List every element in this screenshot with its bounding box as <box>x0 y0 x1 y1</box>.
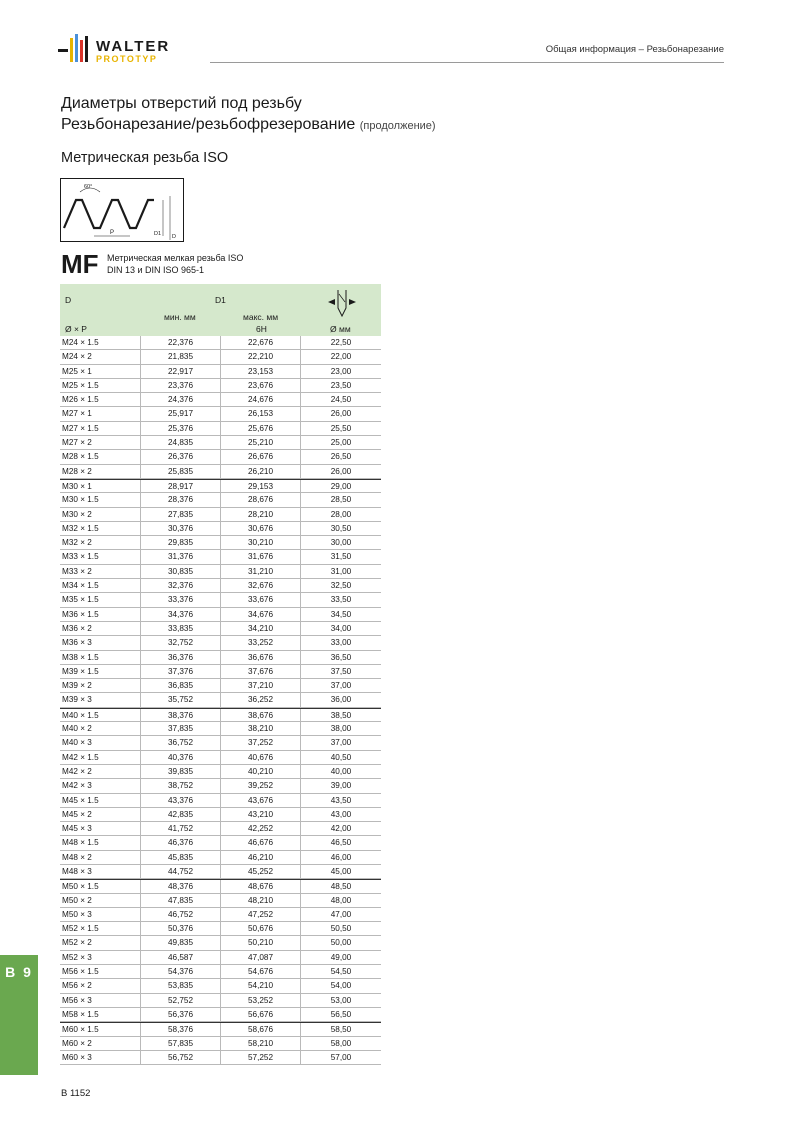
cell-d1-min: 22,917 <box>140 365 220 378</box>
cell-drill-diameter: 33,50 <box>300 593 381 606</box>
cell-d1-min: 26,376 <box>140 450 220 463</box>
cell-drill-diameter: 37,00 <box>300 736 381 749</box>
cell-size: M52 × 3 <box>62 952 92 962</box>
table-row <box>60 736 381 750</box>
cell-drill-diameter: 58,50 <box>300 1023 381 1035</box>
cell-d1-max: 42,252 <box>220 822 300 835</box>
table-row <box>60 407 381 421</box>
cell-d1-max: 34,676 <box>220 608 300 621</box>
cell-drill-diameter: 43,00 <box>300 808 381 821</box>
cell-drill-diameter: 23,50 <box>300 379 381 392</box>
table-row <box>60 936 381 950</box>
cell-drill-diameter: 31,00 <box>300 565 381 578</box>
cell-size: M25 × 1 <box>62 366 92 376</box>
cell-d1-max: 26,153 <box>220 407 300 420</box>
table-row <box>60 622 381 636</box>
cell-drill-diameter: 56,50 <box>300 1008 381 1021</box>
cell-drill-diameter: 40,00 <box>300 765 381 778</box>
cell-size: M30 × 1.5 <box>62 495 99 505</box>
table-row <box>60 908 381 922</box>
table-row <box>60 779 381 793</box>
cell-d1-max: 38,676 <box>220 709 300 721</box>
cell-drill-diameter: 38,50 <box>300 709 381 721</box>
table-row <box>60 751 381 765</box>
table-row <box>60 951 381 965</box>
cell-d1-min: 42,835 <box>140 808 220 821</box>
cell-d1-max: 58,210 <box>220 1037 300 1050</box>
table-row <box>60 1022 381 1036</box>
thread-drill-table <box>60 284 381 1065</box>
col-d-header: D <box>65 295 72 305</box>
col-drill-header: Ø мм <box>330 324 351 334</box>
cell-drill-diameter: 22,00 <box>300 350 381 363</box>
cell-d1-min: 46,752 <box>140 908 220 921</box>
cell-drill-diameter: 30,50 <box>300 522 381 535</box>
table-body <box>60 336 381 1065</box>
cell-d1-max: 23,153 <box>220 365 300 378</box>
cell-d1-max: 25,210 <box>220 436 300 449</box>
cell-size: M60 × 3 <box>62 1052 92 1062</box>
cell-size: M52 × 2 <box>62 938 92 948</box>
logo-bars-icon <box>58 30 96 70</box>
cell-size: M60 × 1.5 <box>62 1025 99 1035</box>
col-size-header: Ø × P <box>65 324 87 334</box>
cell-d1-min: 25,835 <box>140 465 220 478</box>
cell-size: M50 × 2 <box>62 895 92 905</box>
table-row <box>60 679 381 693</box>
cell-d1-max: 46,676 <box>220 836 300 849</box>
cell-size: M38 × 1.5 <box>62 652 99 662</box>
cell-drill-diameter: 37,00 <box>300 679 381 692</box>
cell-d1-min: 30,835 <box>140 565 220 578</box>
cell-drill-diameter: 42,00 <box>300 822 381 835</box>
cell-d1-max: 30,210 <box>220 536 300 549</box>
cell-size: M48 × 3 <box>62 866 92 876</box>
cell-size: M39 × 2 <box>62 681 92 691</box>
cell-d1-max: 31,676 <box>220 550 300 563</box>
cell-d1-min: 46,376 <box>140 836 220 849</box>
cell-drill-diameter: 49,00 <box>300 951 381 964</box>
title-continued: (продолжение) <box>359 120 436 132</box>
cell-drill-diameter: 53,00 <box>300 994 381 1007</box>
cell-d1-max: 31,210 <box>220 565 300 578</box>
cell-drill-diameter: 50,50 <box>300 922 381 935</box>
cell-d1-min: 52,752 <box>140 994 220 1007</box>
cell-drill-diameter: 26,00 <box>300 465 381 478</box>
cell-size: M52 × 1.5 <box>62 924 99 934</box>
cell-size: M56 × 2 <box>62 981 92 991</box>
table-row <box>60 579 381 593</box>
cell-size: M39 × 3 <box>62 695 92 705</box>
cell-size: M30 × 1 <box>62 481 92 491</box>
cell-d1-max: 45,252 <box>220 865 300 878</box>
table-row <box>60 550 381 564</box>
col-tol-header: 6H <box>256 324 267 334</box>
cell-d1-min: 25,917 <box>140 407 220 420</box>
cell-size: M33 × 2 <box>62 566 92 576</box>
cell-d1-min: 28,376 <box>140 493 220 506</box>
cell-d1-min: 38,376 <box>140 709 220 721</box>
cell-d1-max: 22,676 <box>220 336 300 349</box>
cell-d1-max: 48,210 <box>220 894 300 907</box>
table-row <box>60 365 381 379</box>
cell-d1-min: 49,835 <box>140 936 220 949</box>
cell-size: M56 × 3 <box>62 995 92 1005</box>
cell-drill-diameter: 57,00 <box>300 1051 381 1064</box>
cell-drill-diameter: 22,50 <box>300 336 381 349</box>
cell-drill-diameter: 48,00 <box>300 894 381 907</box>
cell-d1-max: 26,210 <box>220 465 300 478</box>
cell-d1-max: 30,676 <box>220 522 300 535</box>
cell-size: M36 × 1.5 <box>62 609 99 619</box>
cell-d1-max: 22,210 <box>220 350 300 363</box>
angle-label: 60° <box>84 184 93 190</box>
table-row <box>60 851 381 865</box>
cell-size: M40 × 3 <box>62 738 92 748</box>
cell-d1-min: 43,376 <box>140 794 220 807</box>
cell-size: M32 × 1.5 <box>62 523 99 533</box>
cell-d1-min: 44,752 <box>140 865 220 878</box>
table-row <box>60 393 381 407</box>
table-row <box>60 636 381 650</box>
cell-d1-max: 48,676 <box>220 880 300 892</box>
cell-d1-min: 54,376 <box>140 965 220 978</box>
cell-size: M50 × 1.5 <box>62 882 99 892</box>
cell-d1-max: 56,676 <box>220 1008 300 1021</box>
cell-drill-diameter: 45,00 <box>300 865 381 878</box>
table-row <box>60 450 381 464</box>
table-row <box>60 436 381 450</box>
cell-size: M60 × 2 <box>62 1038 92 1048</box>
table-row <box>60 608 381 622</box>
cell-d1-max: 50,676 <box>220 922 300 935</box>
standard-description <box>107 252 243 276</box>
cell-drill-diameter: 47,00 <box>300 908 381 921</box>
cell-d1-max: 47,252 <box>220 908 300 921</box>
table-row <box>60 865 381 879</box>
table-row <box>60 994 381 1008</box>
cell-size: M36 × 3 <box>62 638 92 648</box>
cell-d1-max: 43,676 <box>220 794 300 807</box>
cell-d1-max: 37,252 <box>220 736 300 749</box>
cell-size: M28 × 2 <box>62 466 92 476</box>
cell-d1-min: 46,587 <box>140 951 220 964</box>
table-row <box>60 522 381 536</box>
cell-drill-diameter: 54,50 <box>300 965 381 978</box>
logo-subtext: PROTOTYP <box>96 54 158 64</box>
cell-drill-diameter: 37,50 <box>300 665 381 678</box>
cell-drill-diameter: 29,00 <box>300 480 381 492</box>
cell-d1-min: 30,376 <box>140 522 220 535</box>
page-number: B 1152 <box>61 1088 91 1099</box>
cell-d1-min: 32,752 <box>140 636 220 649</box>
cell-d1-min: 47,835 <box>140 894 220 907</box>
cell-drill-diameter: 34,50 <box>300 608 381 621</box>
cell-d1-max: 54,210 <box>220 979 300 992</box>
cell-size: M42 × 2 <box>62 766 92 776</box>
cell-size: M45 × 2 <box>62 809 92 819</box>
table-row <box>60 794 381 808</box>
col-max-header: макс. мм <box>243 312 279 322</box>
cell-size: M28 × 1.5 <box>62 452 99 462</box>
cell-size: M39 × 1.5 <box>62 666 99 676</box>
cell-drill-diameter: 38,00 <box>300 722 381 735</box>
table-row <box>60 651 381 665</box>
drill-icon <box>324 288 360 318</box>
cell-size: M25 × 1.5 <box>62 380 99 390</box>
table-row <box>60 1051 381 1065</box>
title-line1: Диаметры отверстий под резьбу <box>61 95 302 112</box>
cell-size: M30 × 2 <box>62 509 92 519</box>
cell-d1-max: 39,252 <box>220 779 300 792</box>
standard-name: Метрическая мелкая резьба ISO <box>107 253 244 263</box>
table-row <box>60 665 381 679</box>
cell-drill-diameter: 25,50 <box>300 422 381 435</box>
cell-d1-min: 21,835 <box>140 350 220 363</box>
cell-d1-max: 33,252 <box>220 636 300 649</box>
table-row <box>60 765 381 779</box>
table-row <box>60 1008 381 1022</box>
cell-size: M45 × 1.5 <box>62 795 99 805</box>
cell-d1-max: 40,210 <box>220 765 300 778</box>
table-row <box>60 879 381 893</box>
cell-d1-max: 36,676 <box>220 651 300 664</box>
cell-size: M27 × 1 <box>62 409 92 419</box>
logo-text: WALTER <box>96 38 171 55</box>
cell-d1-min: 24,835 <box>140 436 220 449</box>
section-subtitle: Метрическая резьба ISO <box>61 150 229 166</box>
thread-profile-diagram <box>60 178 184 242</box>
cell-size: M42 × 3 <box>62 781 92 791</box>
table-row <box>60 836 381 850</box>
table-row <box>60 565 381 579</box>
table-row <box>60 479 381 493</box>
standard-norm: DIN 13 и DIN ISO 965-1 <box>107 265 205 275</box>
table-row <box>60 379 381 393</box>
cell-size: M45 × 3 <box>62 824 92 834</box>
cell-d1-min: 56,376 <box>140 1008 220 1021</box>
table-header <box>60 284 381 336</box>
cell-d1-max: 58,676 <box>220 1023 300 1035</box>
cell-drill-diameter: 30,00 <box>300 536 381 549</box>
cell-drill-diameter: 31,50 <box>300 550 381 563</box>
cell-size: M40 × 1.5 <box>62 710 99 720</box>
table-row <box>60 722 381 736</box>
cell-d1-max: 54,676 <box>220 965 300 978</box>
cell-size: M56 × 1.5 <box>62 967 99 977</box>
cell-d1-min: 33,376 <box>140 593 220 606</box>
table-row <box>60 808 381 822</box>
cell-size: M48 × 1.5 <box>62 838 99 848</box>
cell-size: M42 × 1.5 <box>62 752 99 762</box>
cell-size: M40 × 2 <box>62 724 92 734</box>
cell-d1-min: 36,752 <box>140 736 220 749</box>
walter-logo <box>58 30 208 70</box>
cell-d1-min: 31,376 <box>140 550 220 563</box>
d1-label: D1 <box>154 231 162 237</box>
cell-drill-diameter: 28,00 <box>300 508 381 521</box>
cell-d1-max: 53,252 <box>220 994 300 1007</box>
cell-d1-max: 34,210 <box>220 622 300 635</box>
cell-drill-diameter: 40,50 <box>300 751 381 764</box>
cell-d1-min: 56,752 <box>140 1051 220 1064</box>
d-label: D <box>172 234 176 240</box>
cell-d1-min: 36,835 <box>140 679 220 692</box>
cell-d1-max: 47,087 <box>220 951 300 964</box>
col-min-header: мин. мм <box>164 312 196 322</box>
cell-drill-diameter: 24,50 <box>300 393 381 406</box>
cell-d1-min: 32,376 <box>140 579 220 592</box>
cell-d1-min: 33,835 <box>140 622 220 635</box>
table-row <box>60 1037 381 1051</box>
table-row <box>60 536 381 550</box>
table-row <box>60 965 381 979</box>
cell-d1-min: 45,835 <box>140 851 220 864</box>
cell-d1-max: 37,676 <box>220 665 300 678</box>
cell-size: M35 × 1.5 <box>62 595 99 605</box>
cell-size: M36 × 2 <box>62 623 92 633</box>
table-row <box>60 922 381 936</box>
cell-d1-max: 26,676 <box>220 450 300 463</box>
cell-size: M33 × 1.5 <box>62 552 99 562</box>
cell-size: M48 × 2 <box>62 852 92 862</box>
cell-size: M58 × 1.5 <box>62 1009 99 1019</box>
cell-d1-min: 35,752 <box>140 693 220 706</box>
table-row <box>60 708 381 722</box>
cell-d1-min: 50,376 <box>140 922 220 935</box>
cell-d1-max: 36,252 <box>220 693 300 706</box>
cell-drill-diameter: 33,00 <box>300 636 381 649</box>
cell-d1-max: 57,252 <box>220 1051 300 1064</box>
chapter-tab-label: B 9 <box>5 964 33 980</box>
title-line2: Резьбонарезание/резьбофрезерование <box>61 116 356 133</box>
cell-drill-diameter: 43,50 <box>300 794 381 807</box>
cell-drill-diameter: 48,50 <box>300 880 381 892</box>
cell-d1-max: 25,676 <box>220 422 300 435</box>
col-d1-header: D1 <box>215 295 226 305</box>
cell-d1-min: 28,917 <box>140 480 220 492</box>
cell-d1-min: 24,376 <box>140 393 220 406</box>
cell-d1-min: 22,376 <box>140 336 220 349</box>
table-row <box>60 979 381 993</box>
page-title <box>61 93 436 137</box>
cell-d1-min: 53,835 <box>140 979 220 992</box>
table-row <box>60 508 381 522</box>
table-row <box>60 822 381 836</box>
cell-drill-diameter: 32,50 <box>300 579 381 592</box>
cell-drill-diameter: 34,00 <box>300 622 381 635</box>
cell-d1-min: 23,376 <box>140 379 220 392</box>
cell-d1-min: 36,376 <box>140 651 220 664</box>
cell-d1-max: 24,676 <box>220 393 300 406</box>
cell-drill-diameter: 26,00 <box>300 407 381 420</box>
cell-drill-diameter: 46,50 <box>300 836 381 849</box>
cell-d1-min: 37,376 <box>140 665 220 678</box>
cell-d1-max: 33,676 <box>220 593 300 606</box>
cell-d1-min: 58,376 <box>140 1023 220 1035</box>
cell-drill-diameter: 26,50 <box>300 450 381 463</box>
cell-d1-max: 29,153 <box>220 480 300 492</box>
cell-drill-diameter: 23,00 <box>300 365 381 378</box>
header-divider <box>210 62 724 63</box>
cell-d1-min: 38,752 <box>140 779 220 792</box>
cell-d1-max: 37,210 <box>220 679 300 692</box>
cell-size: M27 × 2 <box>62 438 92 448</box>
cell-d1-min: 27,835 <box>140 508 220 521</box>
cell-size: M27 × 1.5 <box>62 423 99 433</box>
cell-d1-min: 48,376 <box>140 880 220 892</box>
cell-d1-min: 34,376 <box>140 608 220 621</box>
cell-size: M50 × 3 <box>62 909 92 919</box>
cell-drill-diameter: 36,50 <box>300 651 381 664</box>
cell-size: M34 × 1.5 <box>62 581 99 591</box>
cell-d1-max: 28,210 <box>220 508 300 521</box>
cell-drill-diameter: 25,00 <box>300 436 381 449</box>
cell-d1-min: 37,835 <box>140 722 220 735</box>
cell-drill-diameter: 28,50 <box>300 493 381 506</box>
cell-drill-diameter: 46,00 <box>300 851 381 864</box>
cell-d1-max: 32,676 <box>220 579 300 592</box>
table-row <box>60 336 381 350</box>
cell-size: M24 × 2 <box>62 352 92 362</box>
table-row <box>60 422 381 436</box>
table-row <box>60 493 381 507</box>
table-row <box>60 350 381 364</box>
cell-drill-diameter: 50,00 <box>300 936 381 949</box>
cell-d1-max: 40,676 <box>220 751 300 764</box>
cell-d1-max: 50,210 <box>220 936 300 949</box>
cell-d1-max: 38,210 <box>220 722 300 735</box>
cell-drill-diameter: 36,00 <box>300 693 381 706</box>
table-row <box>60 593 381 607</box>
cell-d1-min: 57,835 <box>140 1037 220 1050</box>
pitch-label: P <box>110 230 115 236</box>
cell-drill-diameter: 39,00 <box>300 779 381 792</box>
cell-d1-max: 23,676 <box>220 379 300 392</box>
table-row <box>60 465 381 479</box>
standard-code: MF <box>61 249 99 279</box>
cell-d1-max: 43,210 <box>220 808 300 821</box>
cell-d1-min: 40,376 <box>140 751 220 764</box>
cell-d1-max: 46,210 <box>220 851 300 864</box>
cell-size: M24 × 1.5 <box>62 338 99 347</box>
section-header: Общая информация – Резьбонарезание <box>545 44 724 55</box>
cell-d1-max: 28,676 <box>220 493 300 506</box>
cell-drill-diameter: 58,00 <box>300 1037 381 1050</box>
cell-d1-min: 29,835 <box>140 536 220 549</box>
table-row <box>60 693 381 707</box>
cell-size: M32 × 2 <box>62 538 92 548</box>
table-row <box>60 894 381 908</box>
cell-d1-min: 25,376 <box>140 422 220 435</box>
cell-d1-min: 39,835 <box>140 765 220 778</box>
cell-d1-min: 41,752 <box>140 822 220 835</box>
cell-drill-diameter: 54,00 <box>300 979 381 992</box>
cell-size: M26 × 1.5 <box>62 395 99 405</box>
